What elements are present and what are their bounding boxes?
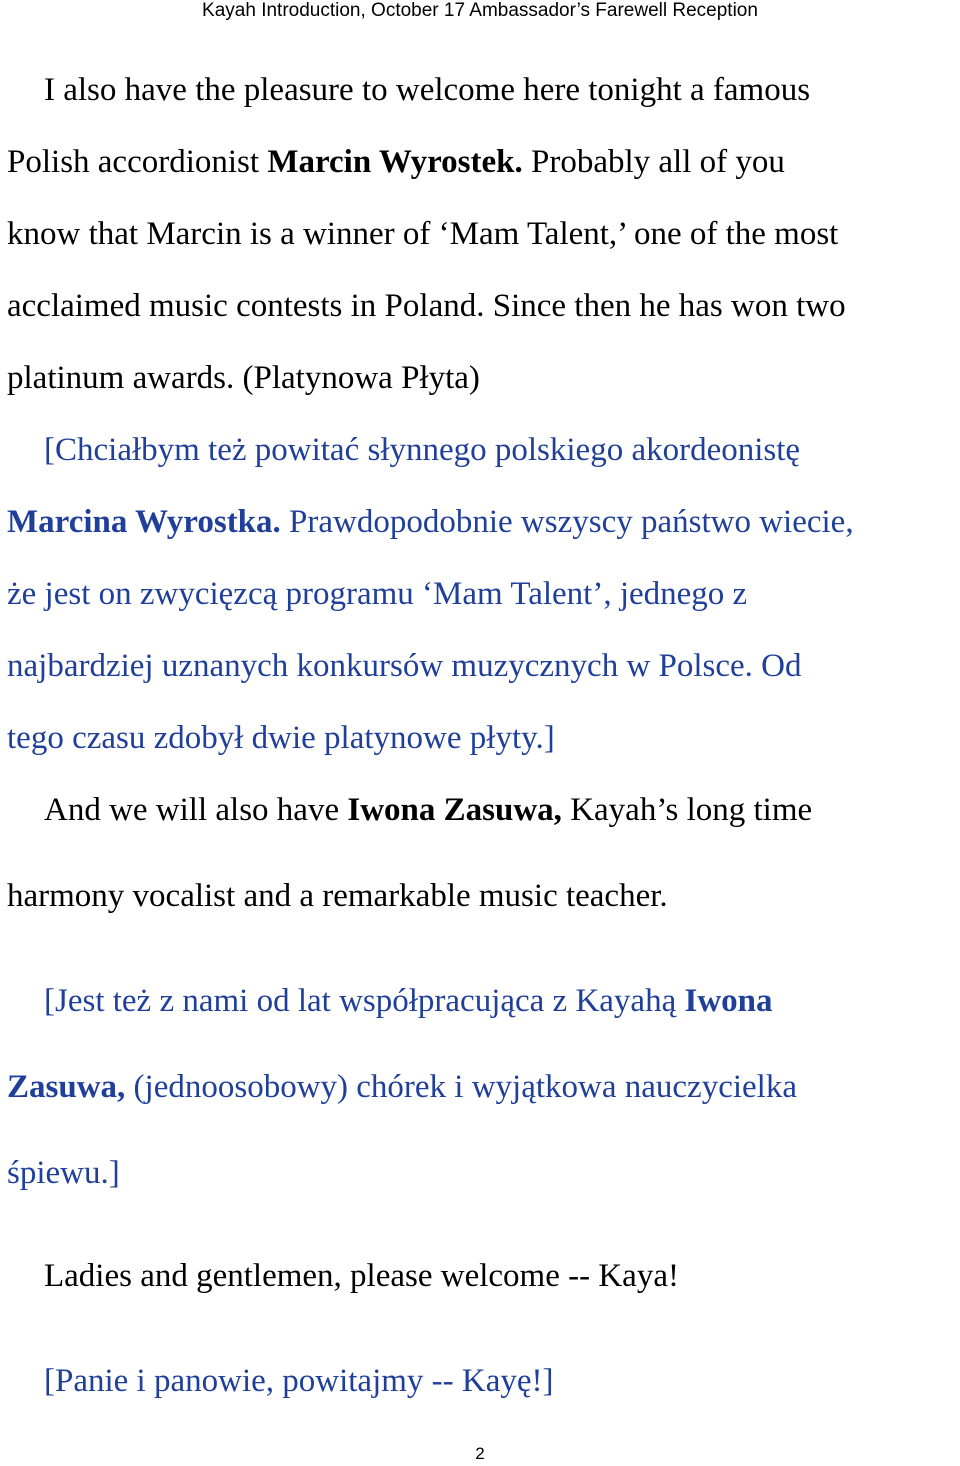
paragraph-polish-vocalist xyxy=(7,958,957,1216)
page-header: Kayah Introduction, October 17 Ambassador’s Farewell Reception xyxy=(202,0,758,21)
text-line: I also have the pleasure to welcome here tonight a famous xyxy=(44,72,811,108)
paragraph-english-accordionist xyxy=(7,54,957,414)
text-line: harmony vocalist and a remarkable music teacher. xyxy=(7,878,668,914)
paragraph-polish-accordionist xyxy=(7,414,957,774)
performer-name: Zasuwa, xyxy=(7,1069,126,1105)
text-line: Polish accordionist Marcin Wyrostek. Probably all of you xyxy=(7,144,785,180)
text-line: najbardziej uznanych konkursów muzycznych w Polsce. Od xyxy=(7,648,802,684)
text-line: [Chciałbym też powitać słynnego polskiego akordeonistę xyxy=(44,432,801,468)
text-line: platinum awards. (Platynowa Płyta) xyxy=(7,360,480,396)
paragraph-polish-welcome xyxy=(7,1338,957,1424)
performer-name: Iwona Zasuwa, xyxy=(347,792,562,828)
performer-name: Iwona xyxy=(684,983,773,1019)
page-number: 2 xyxy=(475,1444,485,1463)
text-line: And we will also have Iwona Zasuwa, Kayah’s long time xyxy=(44,792,813,828)
text-line: Ladies and gentlemen, please welcome -- Kaya! xyxy=(44,1258,679,1294)
text-line: [Jest też z nami od lat współpracująca z Kayahą Iwona xyxy=(44,983,773,1019)
paragraph-english-vocalist xyxy=(7,767,957,939)
text-line: Zasuwa, (jednoosobowy) chórek i wyjątkowa nauczycielka xyxy=(7,1069,797,1105)
performer-name: Marcina Wyrostka. xyxy=(7,504,281,540)
text-line: [Panie i panowie, powitajmy -- Kayę!] xyxy=(44,1363,554,1399)
text-line: know that Marcin is a winner of ‘Mam Talent,’ one of the most xyxy=(7,216,839,252)
text-line: acclaimed music contests in Poland. Since then he has won two xyxy=(7,288,846,324)
text-line: Marcina Wyrostka. Prawdopodobnie wszyscy państwo wiecie, xyxy=(7,504,854,540)
text-line: śpiewu.] xyxy=(7,1155,120,1191)
performer-name: Marcin Wyrostek. xyxy=(267,144,523,180)
paragraph-english-welcome xyxy=(7,1233,957,1319)
text-line: że jest on zwycięzcą programu ‘Mam Talent’, jednego z xyxy=(7,576,748,612)
text-line: tego czasu zdobył dwie platynowe płyty.] xyxy=(7,720,555,756)
